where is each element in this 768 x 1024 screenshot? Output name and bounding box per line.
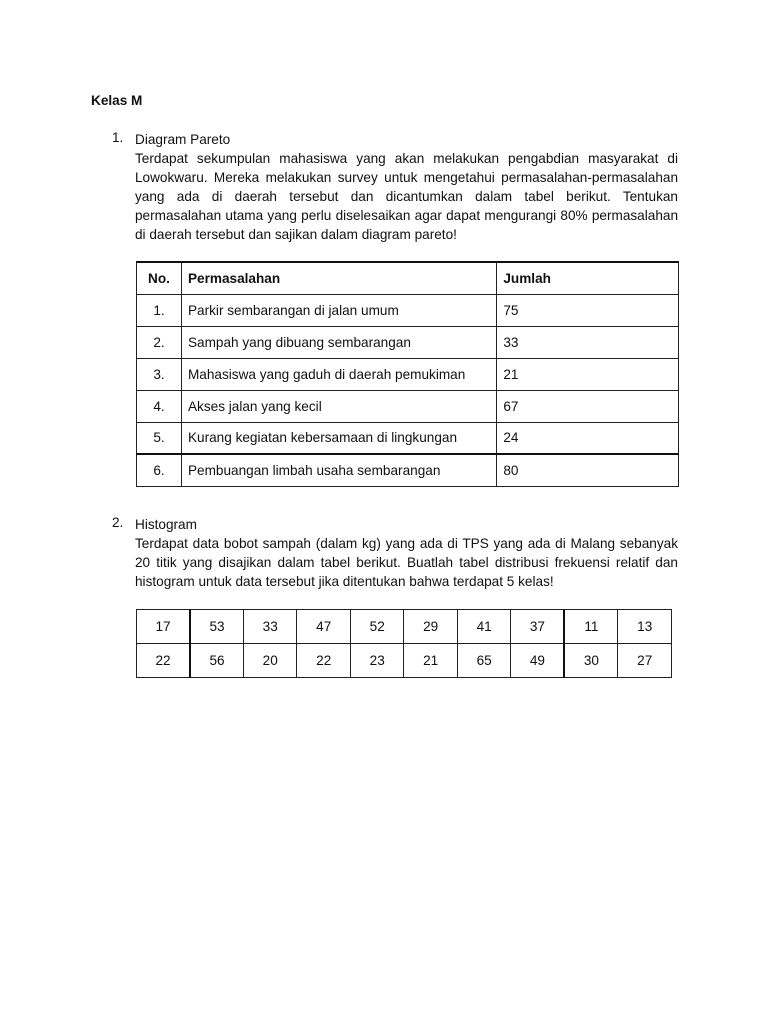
pareto-cell-count: 67: [497, 390, 679, 422]
data-cell: 49: [511, 644, 565, 678]
table-row: [137, 326, 679, 358]
question-2-paragraph: Terdapat data bobot sampah (dalam kg) yang ada di TPS yang ada di Malang sebanyak 20 titik yang disajikan dalam tabel berikut. Buatlah tabel distribusi frekuensi relatif dan histogram untuk data tersebut jika ditentukan bahwa terdapat 5 kelas!: [135, 536, 678, 589]
table-row: [137, 644, 672, 678]
pareto-cell-no: 5.: [137, 422, 182, 454]
data-cell: 56: [190, 644, 244, 678]
data-cell: 20: [244, 644, 297, 678]
pareto-header-row: [137, 262, 679, 294]
question-2-number: 2.: [112, 515, 124, 530]
pareto-cell-no: 3.: [137, 358, 182, 390]
pareto-cell-issue: Parkir sembarangan di jalan umum: [181, 294, 496, 326]
table-row: [137, 294, 679, 326]
pareto-header-issue: Permasalahan: [181, 262, 496, 294]
pareto-cell-issue: Akses jalan yang kecil: [181, 390, 496, 422]
data-cell: 21: [404, 644, 457, 678]
pareto-cell-count: 21: [497, 358, 679, 390]
data-cell: 17: [137, 610, 191, 644]
table-row: [137, 610, 672, 644]
question-2: [112, 515, 678, 591]
question-1-title: Diagram Pareto: [135, 132, 231, 147]
pareto-cell-count: 80: [497, 454, 679, 486]
data-cell: 65: [457, 644, 510, 678]
pareto-cell-no: 4.: [137, 390, 182, 422]
pareto-table: [136, 261, 679, 487]
data-cell: 30: [564, 644, 618, 678]
data-cell: 29: [404, 610, 457, 644]
data-cell: 37: [511, 610, 565, 644]
table-row: [137, 358, 679, 390]
data-cell: 52: [350, 610, 403, 644]
pareto-cell-count: 33: [497, 326, 679, 358]
pareto-cell-count: 24: [497, 422, 679, 454]
question-2-title: Histogram: [135, 517, 197, 532]
data-cell: 11: [564, 610, 618, 644]
pareto-header-count: Jumlah: [497, 262, 679, 294]
data-cell: 22: [137, 644, 191, 678]
histogram-data-table: [136, 609, 672, 678]
table-row: [137, 390, 679, 422]
data-cell: 23: [350, 644, 403, 678]
pareto-cell-no: 1.: [137, 294, 182, 326]
data-cell: 22: [297, 644, 350, 678]
question-1-number: 1.: [112, 130, 124, 145]
data-cell: 41: [457, 610, 510, 644]
pareto-cell-no: 6.: [137, 454, 182, 486]
pareto-cell-issue: Pembuangan limbah usaha sembarangan: [181, 454, 496, 486]
pareto-cell-issue: Kurang kegiatan kebersamaan di lingkungan: [181, 422, 496, 454]
data-cell: 53: [190, 610, 244, 644]
table-row: [137, 422, 679, 454]
pareto-cell-count: 75: [497, 294, 679, 326]
question-1-paragraph: Terdapat sekumpulan mahasiswa yang akan melakukan pengabdian masyarakat di Lowokwaru. Mereka melakukan survey untuk mengetahui permasalahan-permasalahan yang ada di daerah tersebut dan dicantumkan dalam tabel berikut. Tentukan permasalahan utama yang perlu diselesaikan agar dapat mengurangi 80% permasalahan di daerah tersebut dan sajikan dalam diagram pareto!: [135, 151, 678, 242]
data-cell: 47: [297, 610, 350, 644]
pareto-cell-no: 2.: [137, 326, 182, 358]
data-cell: 33: [244, 610, 297, 644]
table-row: [137, 454, 679, 486]
pareto-cell-issue: Sampah yang dibuang sembarangan: [181, 326, 496, 358]
data-cell: 13: [618, 610, 672, 644]
pareto-header-no: No.: [137, 262, 182, 294]
data-cell: 27: [618, 644, 672, 678]
question-1: [112, 130, 678, 244]
pareto-cell-issue: Mahasiswa yang gaduh di daerah pemukiman: [181, 358, 496, 390]
page-heading: Kelas M: [91, 93, 143, 108]
